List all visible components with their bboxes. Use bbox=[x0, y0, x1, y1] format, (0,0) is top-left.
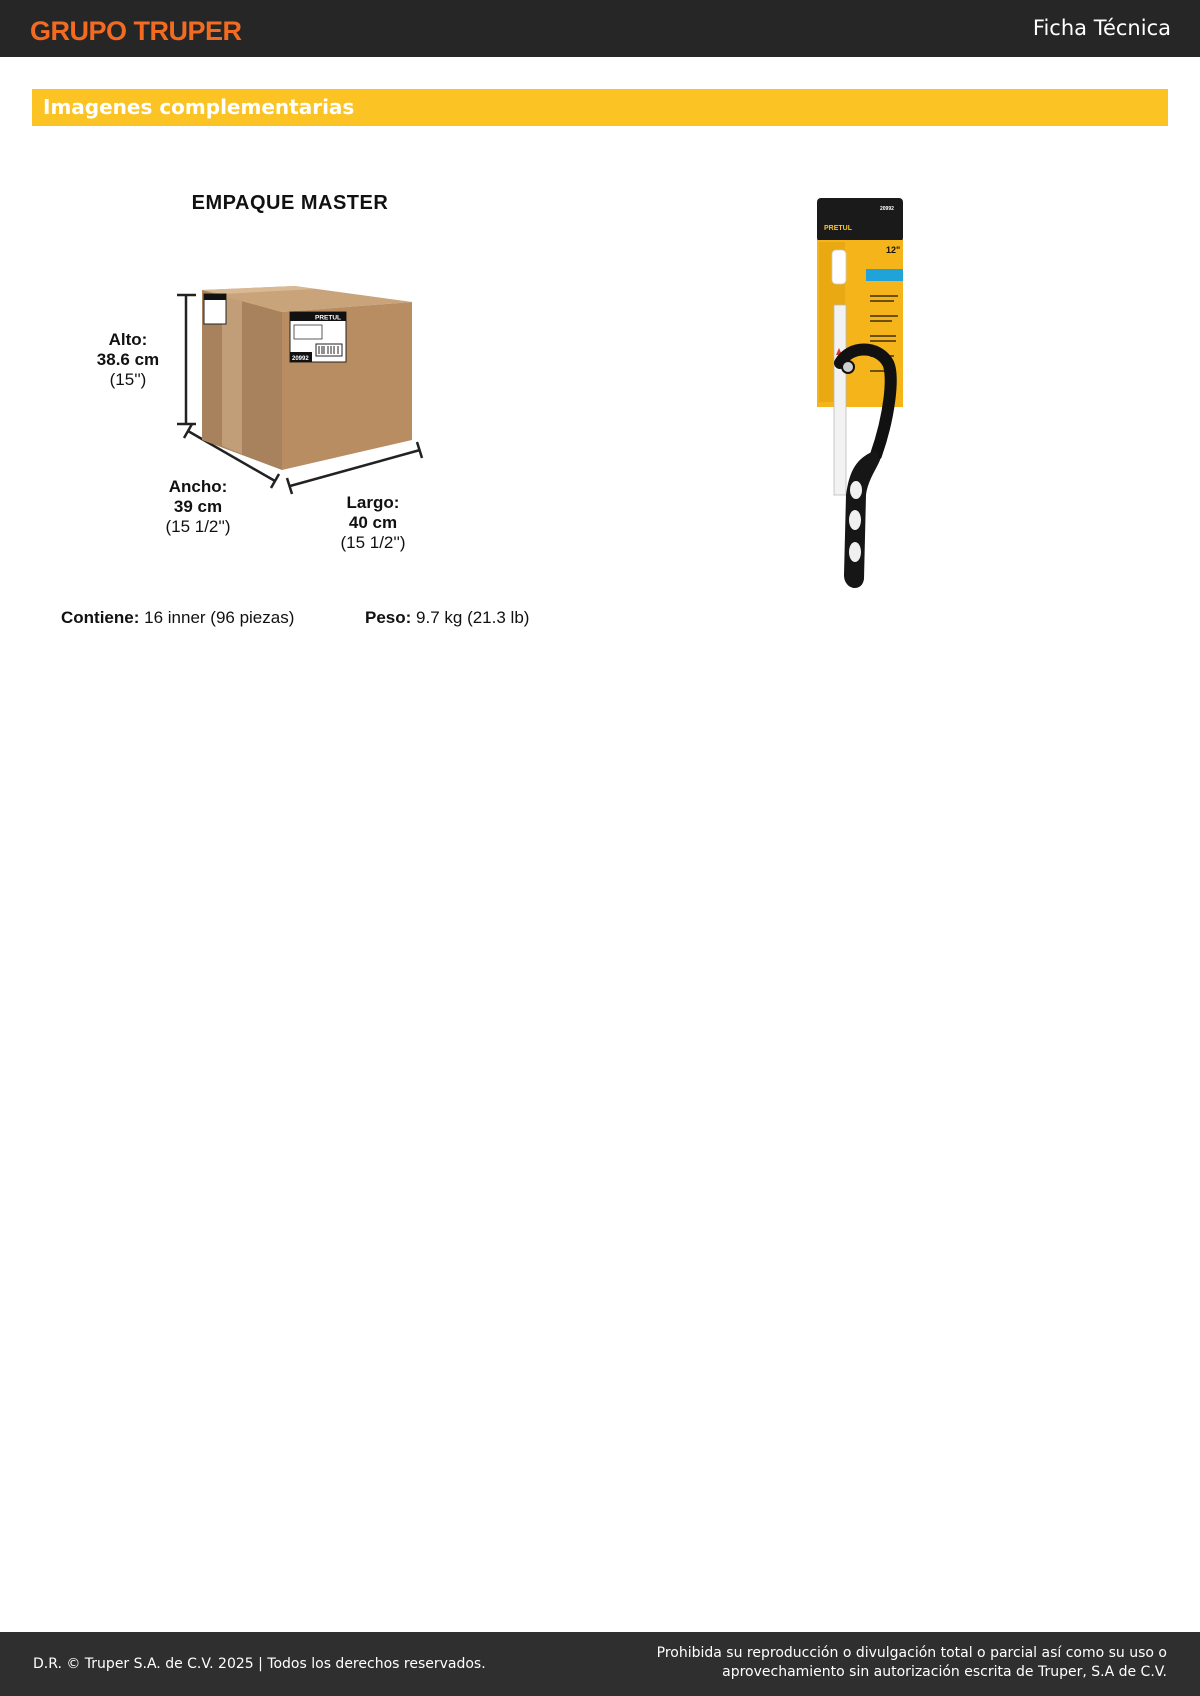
master-pack-title: EMPAQUE MASTER bbox=[191, 192, 389, 214]
barcode-icon bbox=[316, 344, 342, 356]
legal-line-2: aprovechamiento sin autorización escrita de Truper, S.A de C.V. bbox=[722, 1664, 1167, 1680]
ancho-label: Ancho: bbox=[168, 477, 228, 496]
largo-label: Largo: bbox=[346, 493, 400, 512]
weight-info bbox=[365, 607, 529, 629]
section-header bbox=[32, 89, 1168, 126]
contents-info bbox=[61, 607, 294, 629]
product-image bbox=[810, 195, 910, 600]
product-code: 20992 bbox=[880, 206, 894, 212]
contents-label: Contiene: bbox=[61, 608, 140, 627]
product-size: 12" bbox=[886, 245, 901, 255]
alto-label: Alto: bbox=[108, 330, 148, 349]
dimension-ancho bbox=[148, 477, 248, 537]
master-box-illustration bbox=[170, 280, 430, 500]
largo-metric: 40 cm bbox=[348, 513, 398, 532]
header-bar bbox=[0, 0, 1200, 57]
contents-value: 16 inner (96 piezas) bbox=[144, 608, 295, 627]
footer-bar bbox=[0, 1632, 1200, 1696]
ancho-metric: 39 cm bbox=[173, 497, 223, 516]
document-title: Ficha Técnica bbox=[1032, 16, 1171, 40]
box-label-code: 20992 bbox=[292, 356, 309, 362]
dimension-largo bbox=[323, 493, 423, 553]
ancho-imperial: (15 1/2'') bbox=[165, 517, 231, 536]
copyright-text: D.R. © Truper S.A. de C.V. 2025 | Todos los derechos reservados. bbox=[33, 1656, 486, 1672]
largo-imperial: (15 1/2'') bbox=[340, 533, 406, 552]
product-brand: PRETUL bbox=[824, 225, 852, 232]
alto-imperial: (15'') bbox=[109, 370, 147, 389]
weight-value: 9.7 kg (21.3 lb) bbox=[416, 608, 530, 627]
alto-metric: 38.6 cm bbox=[96, 350, 160, 369]
legal-line-1: Prohibida su reproducción o divulgación total o parcial así como su uso o bbox=[656, 1645, 1167, 1661]
dimension-alto bbox=[88, 330, 168, 390]
legal-notice bbox=[607, 1644, 1167, 1682]
section-title: Imagenes complementarias bbox=[43, 95, 355, 119]
brand-logo: GRUPO TRUPER bbox=[30, 16, 242, 46]
weight-label: Peso: bbox=[365, 608, 412, 627]
box-label-brand: PRETUL bbox=[315, 314, 341, 322]
